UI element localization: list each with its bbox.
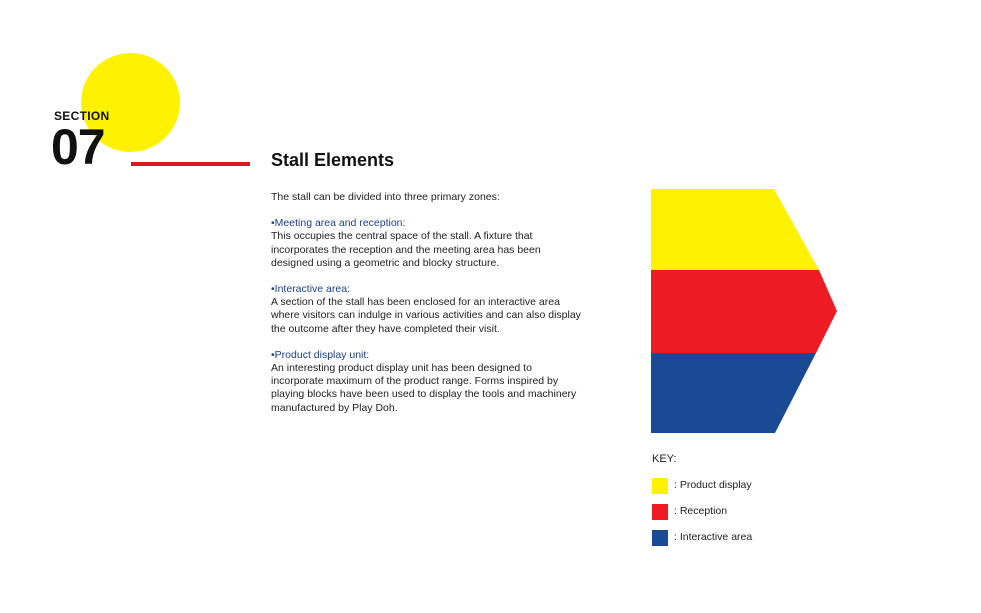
- zone-text: A section of the stall has been enclosed for an interactive area where visitors can indulge in various activities and can also display the outcome after they have completed their visit.: [271, 296, 581, 335]
- zone-shape-product-display: [651, 189, 819, 270]
- intro-paragraph: The stall can be divided into three primary zones:: [271, 191, 500, 203]
- key-label: : Product display: [674, 479, 752, 491]
- key-label: : Interactive area: [674, 531, 753, 543]
- zone-shape-interactive-area: [651, 353, 816, 433]
- key-label: : Reception: [674, 505, 728, 517]
- zone-text: An interesting product display unit has been designed to incorporate maximum of the product range. Forms inspired by playing blocks have been used to display the tools and machinery manufactured by Play Doh.: [271, 362, 577, 414]
- page-title: Stall Elements: [271, 150, 395, 170]
- zone-interactive: [271, 283, 581, 336]
- key-title: KEY:: [652, 453, 677, 465]
- key-swatch-red: [652, 504, 668, 520]
- zone-shape-reception: [651, 270, 837, 353]
- zone-heading: •Product display unit:: [271, 348, 370, 361]
- section-number: 07: [51, 119, 105, 175]
- key-swatch-yellow: [652, 478, 668, 494]
- zone-text: This occupies the central space of the stall. A fixture that incorporates the reception and the meeting area has been designed using a geometric and blocky structure.: [271, 230, 541, 269]
- zone-product-display: [271, 349, 581, 415]
- body-text: [271, 191, 581, 428]
- zone-reception: [271, 217, 581, 270]
- zone-heading: •Meeting area and reception:: [271, 217, 406, 230]
- key-swatch-blue: [652, 530, 668, 546]
- zone-heading: •Interactive area:: [271, 283, 350, 296]
- section-divider-line: [131, 162, 250, 166]
- section-label: SECTION: [54, 109, 110, 123]
- stall-zones-graphic: [651, 189, 841, 435]
